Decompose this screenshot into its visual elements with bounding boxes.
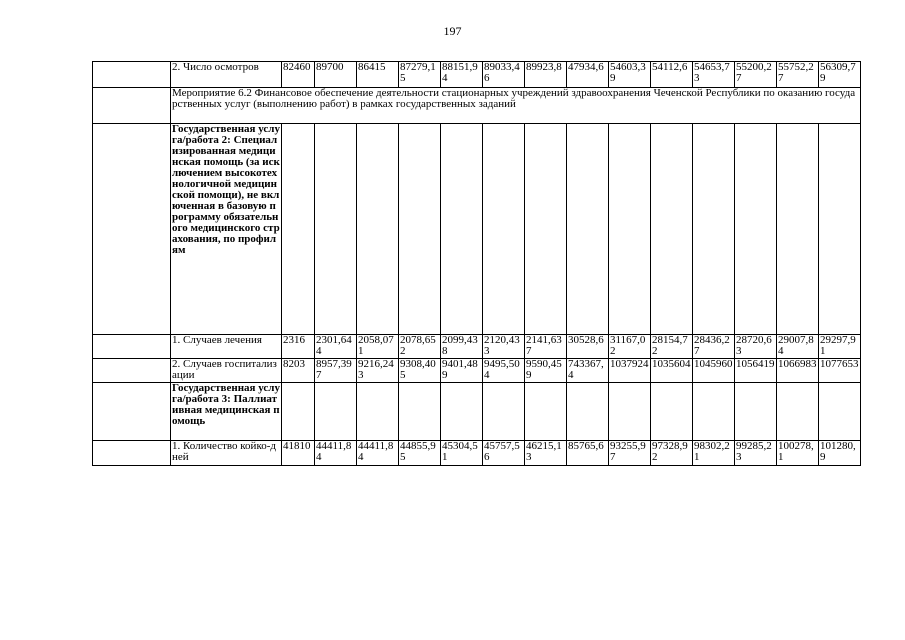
empty-value-cell — [651, 124, 693, 335]
value-cell: 9216,243 — [357, 359, 399, 383]
value-cell: 93255,97 — [609, 441, 651, 466]
table-row — [93, 62, 861, 88]
service-heading: Государственная услуга/работа 3: Паллиативная медицинская помощь — [171, 383, 282, 441]
empty-value-cell — [483, 383, 525, 441]
value-cell: 99285,23 — [735, 441, 777, 466]
value-cell: 44855,95 — [399, 441, 441, 466]
value-cell: 41810 — [282, 441, 315, 466]
empty-value-cell — [357, 124, 399, 335]
empty-value-cell — [567, 383, 609, 441]
empty-value-cell — [282, 124, 315, 335]
empty-value-cell — [315, 124, 357, 335]
value-cell: 88151,94 — [441, 62, 483, 88]
value-cell: 89033,46 — [483, 62, 525, 88]
empty-value-cell — [441, 124, 483, 335]
value-cell: 1035604 — [651, 359, 693, 383]
empty-first-cell — [93, 383, 171, 441]
empty-value-cell — [609, 383, 651, 441]
value-cell: 55200,27 — [735, 62, 777, 88]
empty-value-cell — [819, 124, 861, 335]
row-label: 2. Случаев госпитализации — [171, 359, 282, 383]
empty-value-cell — [651, 383, 693, 441]
table-row — [93, 441, 861, 466]
value-cell: 28720,63 — [735, 335, 777, 359]
value-cell: 101280,9 — [819, 441, 861, 466]
empty-value-cell — [399, 124, 441, 335]
value-cell: 2078,652 — [399, 335, 441, 359]
value-cell: 2141,637 — [525, 335, 567, 359]
value-cell: 743367,4 — [567, 359, 609, 383]
empty-first-cell — [93, 335, 171, 359]
data-table — [92, 61, 861, 466]
value-cell: 45304,51 — [441, 441, 483, 466]
value-cell: 2058,071 — [357, 335, 399, 359]
value-cell: 2301,644 — [315, 335, 357, 359]
empty-value-cell — [525, 124, 567, 335]
value-cell: 2316 — [282, 335, 315, 359]
value-cell: 85765,6 — [567, 441, 609, 466]
value-cell: 100278,1 — [777, 441, 819, 466]
value-cell: 8957,397 — [315, 359, 357, 383]
empty-value-cell — [399, 383, 441, 441]
empty-value-cell — [777, 124, 819, 335]
value-cell: 1045960 — [693, 359, 735, 383]
activity-description: Мероприятие 6.2 Финансовое обеспечение деятельности стационарных учреждений здравоохранения Чеченской Республики по оказанию государственных услуг (выполнению работ) в рамках государственных заданий — [171, 88, 861, 124]
value-cell: 98302,21 — [693, 441, 735, 466]
value-cell: 54653,73 — [693, 62, 735, 88]
value-cell: 56309,79 — [819, 62, 861, 88]
empty-value-cell — [357, 383, 399, 441]
empty-value-cell — [819, 383, 861, 441]
value-cell: 89700 — [315, 62, 357, 88]
value-cell: 44411,84 — [315, 441, 357, 466]
value-cell: 54112,6 — [651, 62, 693, 88]
value-cell: 97328,92 — [651, 441, 693, 466]
value-cell: 1077653 — [819, 359, 861, 383]
table-row — [93, 335, 861, 359]
value-cell: 9401,489 — [441, 359, 483, 383]
value-cell: 1037924 — [609, 359, 651, 383]
page-number: 197 — [443, 24, 462, 38]
empty-first-cell — [93, 62, 171, 88]
empty-value-cell — [609, 124, 651, 335]
row-label: 1. Случаев лечения — [171, 335, 282, 359]
value-cell: 55752,27 — [777, 62, 819, 88]
value-cell: 28436,27 — [693, 335, 735, 359]
empty-value-cell — [777, 383, 819, 441]
empty-value-cell — [735, 124, 777, 335]
empty-value-cell — [567, 124, 609, 335]
value-cell: 82460 — [282, 62, 315, 88]
value-cell: 46215,13 — [525, 441, 567, 466]
empty-value-cell — [441, 383, 483, 441]
value-cell: 29007,84 — [777, 335, 819, 359]
empty-first-cell — [93, 124, 171, 335]
empty-value-cell — [735, 383, 777, 441]
table-row — [93, 383, 861, 441]
value-cell: 31167,02 — [609, 335, 651, 359]
value-cell: 29297,91 — [819, 335, 861, 359]
value-cell: 28154,72 — [651, 335, 693, 359]
value-cell: 44411,84 — [357, 441, 399, 466]
empty-value-cell — [315, 383, 357, 441]
value-cell: 87279,15 — [399, 62, 441, 88]
empty-value-cell — [525, 383, 567, 441]
table-row — [93, 88, 861, 124]
value-cell: 2120,433 — [483, 335, 525, 359]
empty-first-cell — [93, 359, 171, 383]
value-cell: 9308,405 — [399, 359, 441, 383]
value-cell: 1056419 — [735, 359, 777, 383]
value-cell: 9590,459 — [525, 359, 567, 383]
value-cell: 89923,8 — [525, 62, 567, 88]
value-cell: 9495,504 — [483, 359, 525, 383]
row-label: 1. Количество койко-дней — [171, 441, 282, 466]
empty-first-cell — [93, 441, 171, 466]
value-cell: 2099,438 — [441, 335, 483, 359]
value-cell: 47934,6 — [567, 62, 609, 88]
empty-value-cell — [282, 383, 315, 441]
empty-value-cell — [483, 124, 525, 335]
table-row — [93, 124, 861, 335]
empty-first-cell — [93, 88, 171, 124]
value-cell: 86415 — [357, 62, 399, 88]
value-cell: 1066983 — [777, 359, 819, 383]
row-label: 2. Число осмотров — [171, 62, 282, 88]
value-cell: 54603,39 — [609, 62, 651, 88]
empty-value-cell — [693, 124, 735, 335]
service-heading: Государственная услуга/работа 2: Специализированная медицинская помощь (за исключением высокотехнологичной медицинской помощи), не включенная в базовую программу обязательного медицинского страхования, по профилям — [171, 124, 282, 335]
value-cell: 30528,6 — [567, 335, 609, 359]
empty-value-cell — [693, 383, 735, 441]
table-row — [93, 359, 861, 383]
value-cell: 45757,56 — [483, 441, 525, 466]
value-cell: 8203 — [282, 359, 315, 383]
